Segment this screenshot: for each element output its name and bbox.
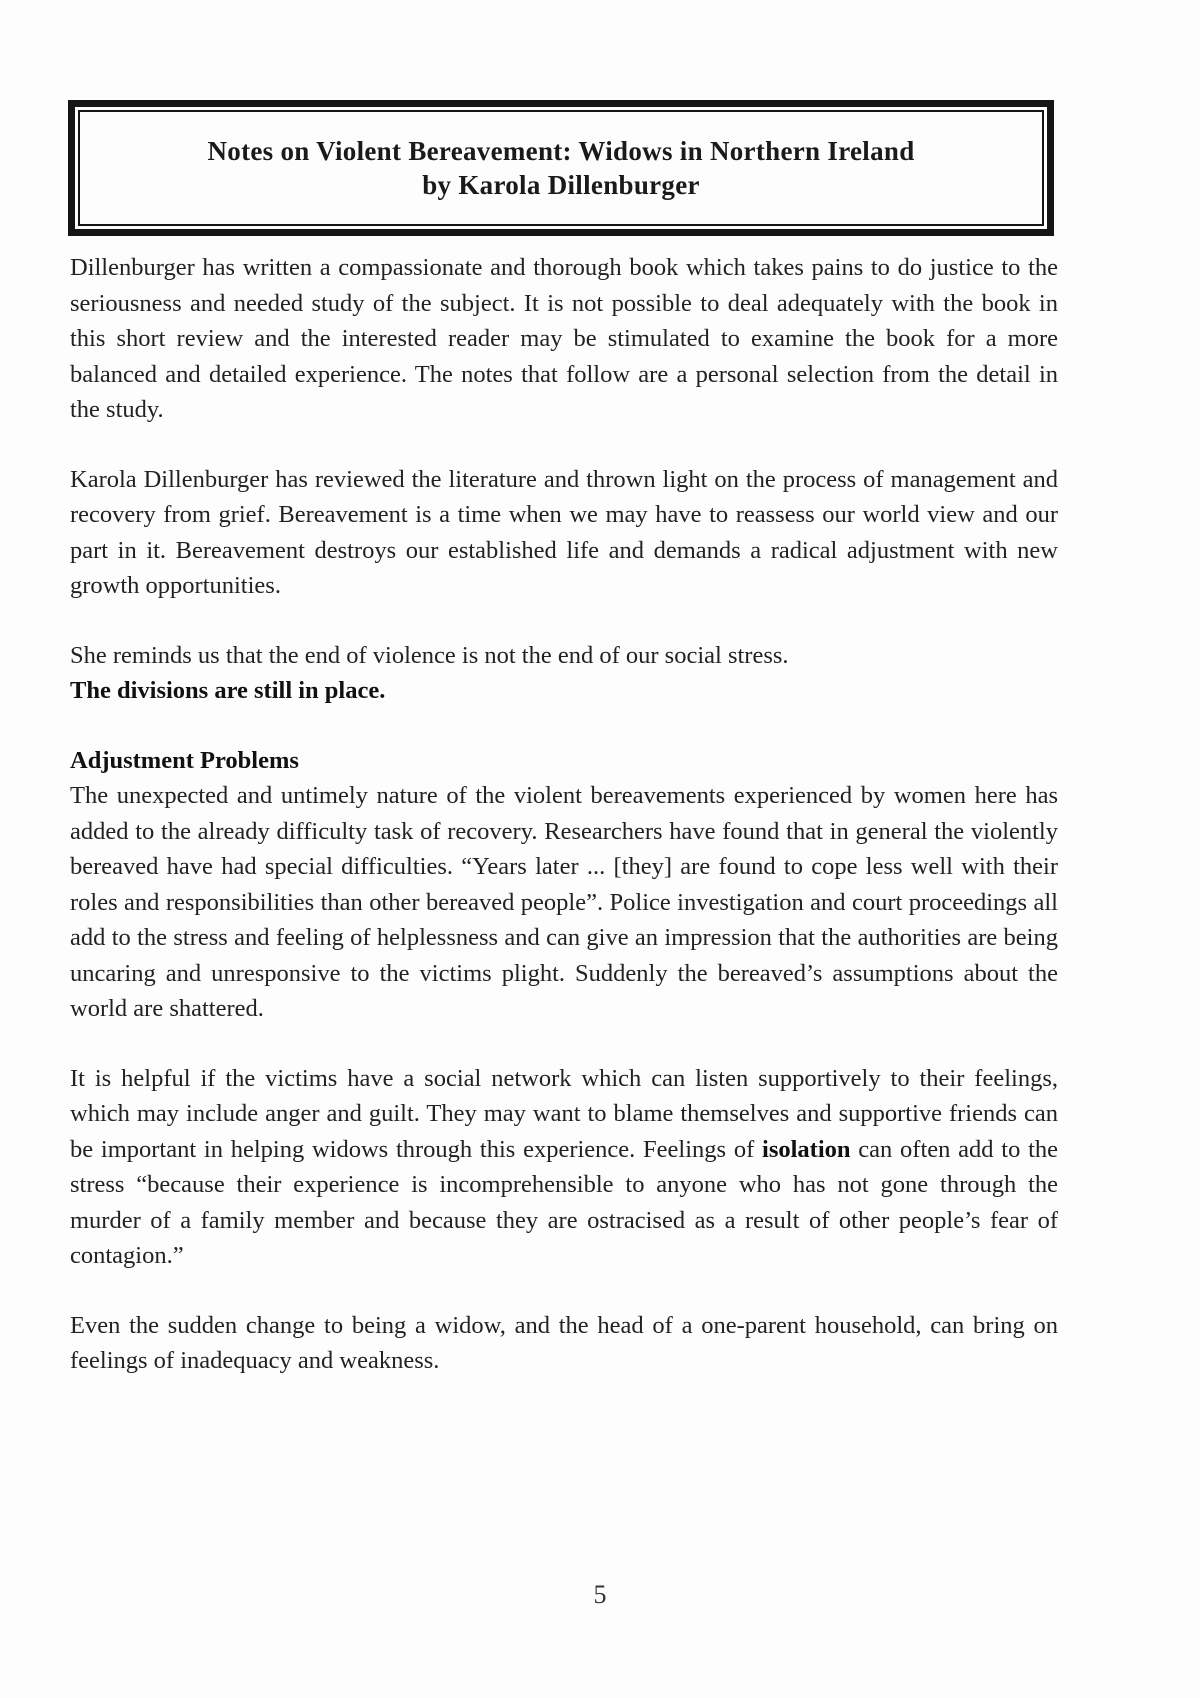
- isolation-emphasis: isolation: [762, 1135, 851, 1163]
- paragraph-widow: Even the sudden change to being a widow, and the head of a one-parent household, can bring on feelings of inadequacy and weakness.: [70, 1311, 1058, 1374]
- social-network-text-before: It is helpful if the victims have a social network which can listen supportively to their feelings, which may include anger and guilt. They may want to blame themselves and supportive friends can be important in helping widows through this experience. Feelings of: [70, 1064, 1058, 1163]
- paragraph-intro: Dillenburger has written a compassionate and thorough book which takes pains to do justice to the seriousness and needed study of the subject. It is not possible to deal adequately with the book in this short review and the interested reader may be stimulated to examine the book for a more balanced and detailed experience. The notes that follow are a personal selection from the detail in the study.: [70, 254, 1058, 423]
- title-box-inner: [78, 110, 1044, 226]
- paragraph-adjustment: The unexpected and untimely nature of the violent bereavements experienced by women here has added to the already difficulty task of recovery. Researchers have found that in general the violently bereaved have had special difficulties. “Years later ... [they] are found to cope less well with their roles and responsibilities than other bereaved people”. Police investigation and court proceedings all add to the stress and feeling of helplessness and can give an impression that the authorities are being uncaring and unresponsive to the victims plight. Suddenly the bereaved’s assumptions about the world are shattered.: [70, 782, 1058, 1022]
- section-heading: Adjustment Problems: [70, 746, 299, 774]
- social-network-text-after: can often add to the stress “because their experience is incomprehensible to anyone who has not gone through the murder of a family member and because they are ostracised as a result of other people’s fear of contagion.”: [70, 1135, 1059, 1269]
- article-title: Notes on Violent Bereavement: Widows in Northern Ireland: [207, 136, 915, 166]
- social-stress-text: She reminds us that the end of violence is not the end of our social stress.: [70, 641, 789, 669]
- divisions-emphasis: The divisions are still in place.: [70, 677, 386, 704]
- title-box: [68, 100, 1054, 236]
- article-author: by Karola Dillenburger: [422, 170, 700, 200]
- article-body: [70, 250, 1058, 1413]
- paragraph-social-stress: [70, 638, 1058, 709]
- page-number: 5: [593, 1580, 607, 1609]
- paragraph-review: Karola Dillenburger has reviewed the literature and thrown light on the process of management and recovery from grief. Bereavement is a time when we may have to reassess our world view and our part in it. Bereavement destroys our established life and demands a radical adjustment with new growth opportunities.: [70, 465, 1058, 599]
- paragraph-social-network: [70, 1061, 1058, 1274]
